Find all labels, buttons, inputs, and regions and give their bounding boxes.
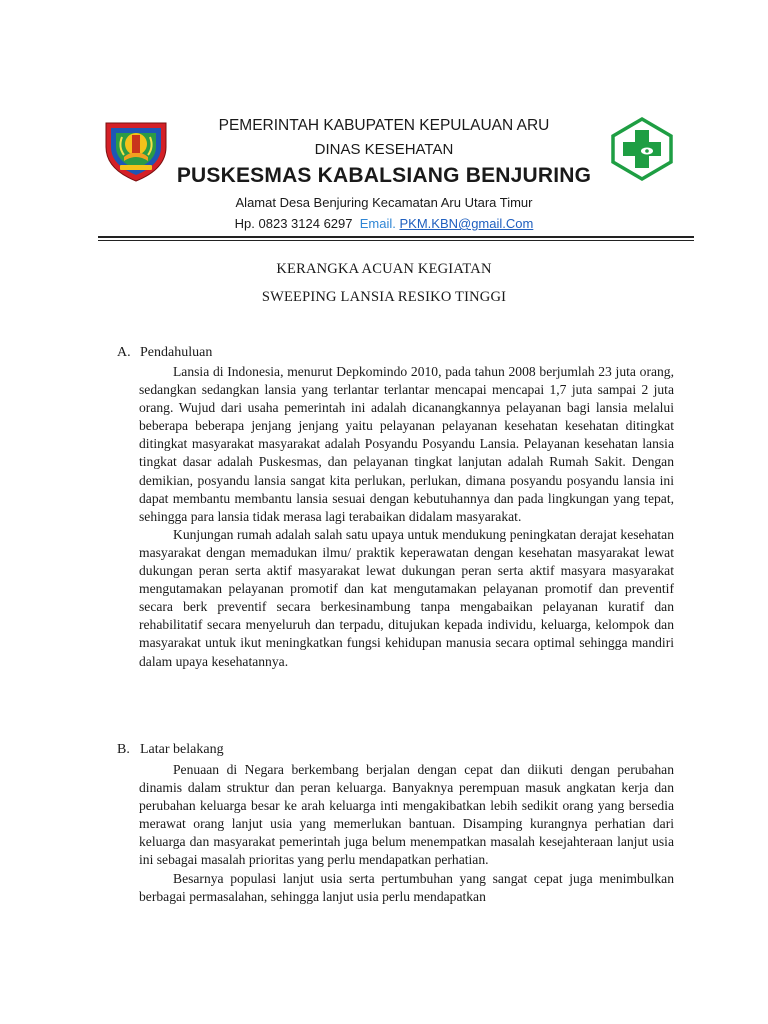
section-title: Pendahuluan xyxy=(140,345,213,360)
paragraph: Penuaan di Negara berkembang berjalan dengan cepat dan diikuti dengan perubahan dinamis dalam struktur dan peran keluarga. Banyaknya perempuan masuk angkatan kerja dan perubahan keluarga besar ke arah keluarga inti mengakibatkan lebih sedikit orang yang bersedia merawat orang lanjut usia yang memerlukan bantuan. Disamping kurangnya perhatian dari keluarga dan masyarakat pemerintah juga belum menempatkan masalah kesejahteraan lanjut usia ini sebagai masalah prioritas yang perlu mendapatkan perhatian. xyxy=(139,762,674,868)
email-link[interactable]: PKM.KBN@gmail.Com xyxy=(399,216,534,231)
section-body xyxy=(139,761,674,906)
document-subtitle: SWEEPING LANSIA RESIKO TINGGI xyxy=(261,289,507,305)
paragraph: Kunjungan rumah adalah salah satu upaya untuk mendukung peningkatan derajat kesehatan masyarakat dengan memadukan ilmu/ praktik keperawatan dengan kesehatan masyarakat lewat dukungan peran serta aktif masyarakat lewat dukungan peran serta aktif masyara masyarakat mengutamakan pelayanan promotif dan kat mengutamakan pelayanan promotif dan preventif secara berk preventif secara berkesinambung tanpa mengabaikan pelayanan kuratif dan rehabilitatif secara menyeluruh dan terpadu, ditujukan kepada individu, keluarga, kelompok dan masyarakat untuk ikut meningkatkan fungsi kehidupan manusia secara optimal sehingga mandiri dalam upaya kesehatannya. xyxy=(139,526,674,669)
section-body xyxy=(139,363,674,671)
puskesmas-cross-icon xyxy=(608,116,676,182)
contact-line xyxy=(0,216,768,231)
paragraph: Besarnya populasi lanjut usia serta pertumbuhan yang sangat cepat juga menimbulkan berbagai permasalahan, sehingga lanjut usia perlu mendapatkan xyxy=(139,870,674,904)
header-rule-thin xyxy=(98,240,694,241)
government-name: PEMERINTAH KABUPATEN KEPULAUAN ARU xyxy=(218,117,550,134)
letterhead xyxy=(0,0,768,240)
section-title: Latar belakang xyxy=(140,742,224,757)
email-label: Email. xyxy=(359,216,396,231)
paragraph: Lansia di Indonesia, menurut Depkomindo 2010, pada tahun 2008 berjumlah 23 juta orang, sedangkan sedangkan lansia yang terlantar terlantar mencapai mencapai 1,7 juta sampai 2 juta orang. Wujud dari usaha pemerintah ini adalah dicanangkannya pelayanan bagi lansia melalui beberapa beberapa jenjang jenjang yaitu pelayanan pelayanan kesehatan kesehatan ditingkat ditingkat masyarakat masyarakat adalah Posyandu Posyandu Lansia. Pelayanan kesehatan lansia tingkat dasar adalah Puskesmas, dan pelayanan tingkat lanjutan adalah Rumah Sakit. Dengan demikian, posyandu lansia sangat kita perlukan, perlukan, dimana posyandu posyandu lansia ini dapat membantu membantu lansia sesuai dengan kebutuhannya dan pada lingkungan yang tepat, sehingga para lansia tidak merasa lagi terabaikan didalam masyarakat. xyxy=(139,364,674,524)
department-name: DINAS KESEHATAN xyxy=(314,141,454,158)
puskesmas-name: PUSKESMAS KABALSIANG BENJURING xyxy=(176,164,592,187)
phone-number: Hp. 0823 3124 6297 xyxy=(234,216,353,231)
header-rule-thick xyxy=(98,236,694,238)
document-title: KERANGKA ACUAN KEGIATAN xyxy=(276,261,492,277)
address: Alamat Desa Benjuring Kecamatan Aru Utara Timur xyxy=(235,195,533,210)
section-letter: A. xyxy=(117,345,131,360)
section-letter: B. xyxy=(117,742,130,757)
